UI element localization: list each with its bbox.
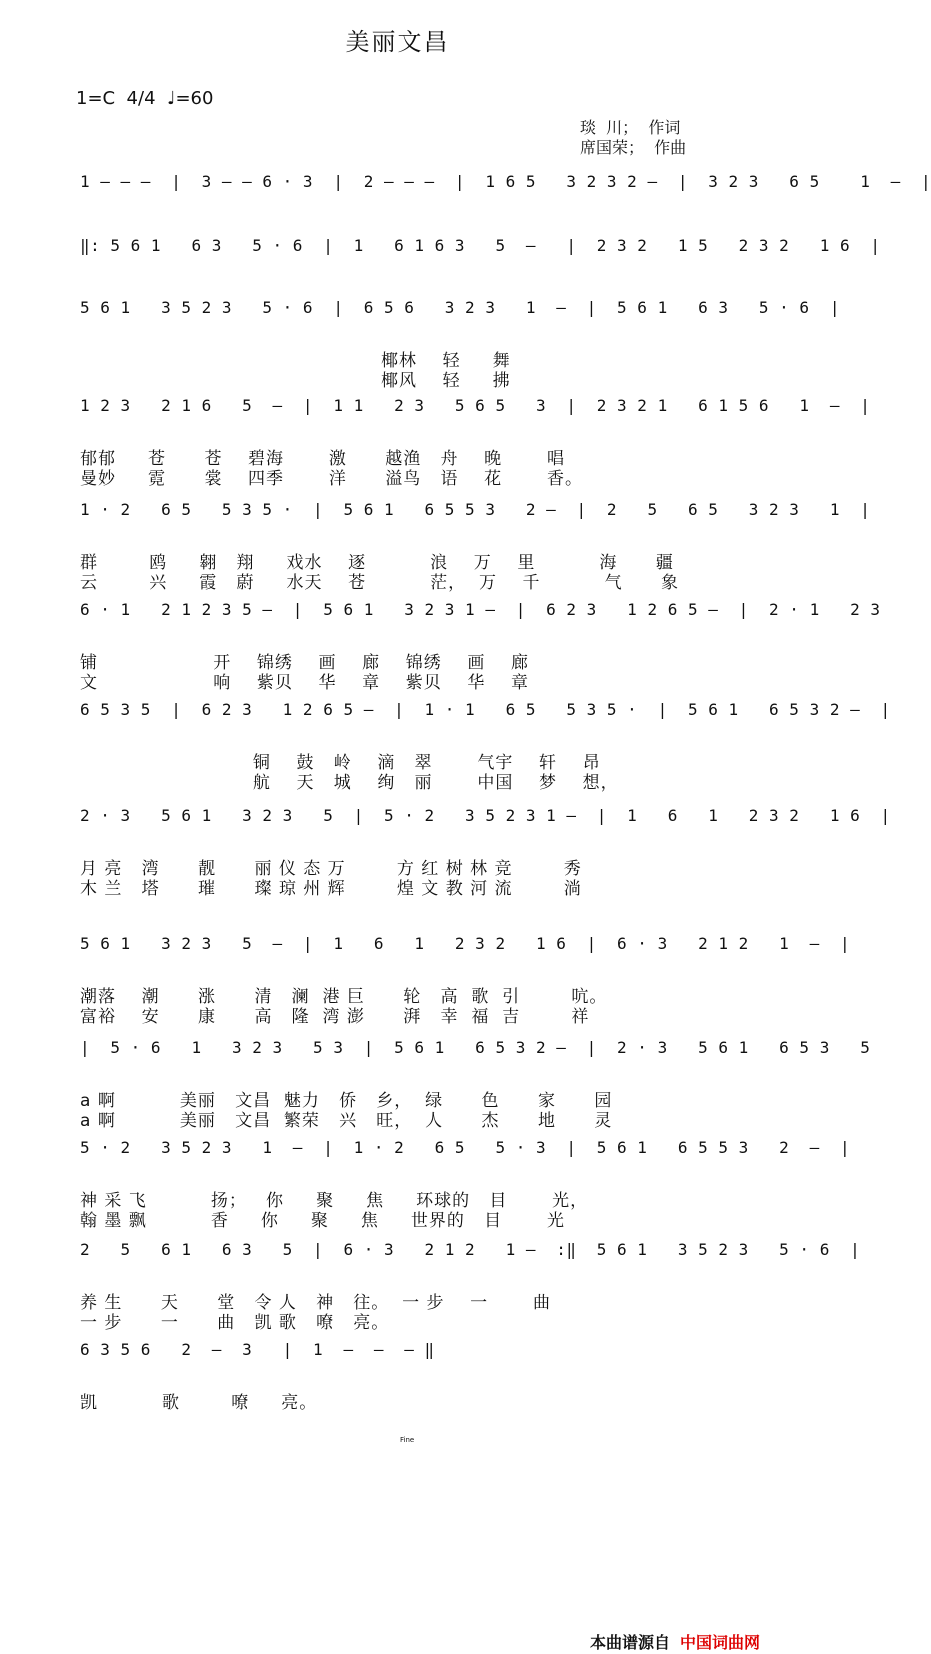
score-row (80, 700, 891, 793)
lyric-line: a 啊 美丽 文昌 繁荣 兴 旺， 人 杰 地 灵 (80, 1111, 613, 1131)
lyric-line: 一 步 一 曲 凯 歌 嘹 亮。 (80, 1313, 390, 1333)
notation-line: | 5 · 6 1 3 2 3 5 3 | 5 6 1 6 5 3 2 — | 2 · 3 5 6 1 6 5 3 5 (80, 1038, 871, 1057)
notation-line: 1 — — — | 3 — — 6 · 3 | 2 — — — | 1 6 5 3 2 3 2 — | 3 2 3 6 5 1 — | (80, 172, 931, 191)
lyric-line: 养 生 天 堂 令 人 神 往。 一 步 一 曲 (80, 1293, 551, 1313)
notation-line: 6 5 3 5 | 6 2 3 1 2 6 5 — | 1 · 1 6 5 5 3 5 · | 5 6 1 6 5 3 2 — | (80, 700, 891, 719)
lyric-line: 富裕 安 康 高 隆 湾 澎 湃 幸 福 吉 祥 (80, 1007, 590, 1027)
lyric-line: 椰风 轻 拂 (80, 371, 511, 391)
notation-line: 2 · 3 5 6 1 3 2 3 5 | 5 · 2 3 5 2 3 1 — | 1 6 1 2 3 2 1 6 | (80, 806, 891, 825)
site-name: 中国词曲网 (680, 1633, 761, 1652)
lyric-line: 凯 歌 嘹 亮。 (80, 1393, 318, 1413)
lyric-line: 云 兴 霞 蔚 水天 苍 茫， 万 千 气 象 (80, 573, 680, 593)
notation-line: 1 2 3 2 1 6 5 — | 1 1 2 3 5 6 5 3 | 2 3 2 1 6 1 5 6 1 — | (80, 396, 871, 415)
lyric-line: 椰林 轻 舞 (80, 351, 511, 371)
lyric-line: 月 亮 湾 靓 丽 仪 态 万 方 红 树 林 竞 秀 (80, 859, 582, 879)
lyric-line: 航 天 城 绚 丽 中国 梦 想， (80, 773, 619, 793)
score-row (80, 1240, 861, 1333)
page-title: 美丽文昌 (345, 28, 450, 56)
notation-line: 6 · 1 2 1 2 3 5 — | 5 6 1 3 2 3 1 — | 6 2 3 1 2 6 5 — | 2 · 1 2 3 (80, 600, 881, 619)
lyric-line: 翰 墨 飘 香 你 聚 焦 世界的 目 光 (80, 1211, 565, 1231)
score-row (80, 600, 881, 693)
notation-line: 5 · 2 3 5 2 3 1 — | 1 · 2 6 5 5 · 3 | 5 6 1 6 5 5 3 2 — | (80, 1138, 851, 1157)
notation-line: 5 6 1 3 5 2 3 5 · 6 | 6 5 6 3 2 3 1 — | 5 6 1 6 3 5 · 6 | (80, 298, 840, 317)
lyric-line: 神 采 飞 扬； 你 聚 焦 环球的 目 光， (80, 1191, 589, 1211)
notation-line: 5 6 1 3 2 3 5 — | 1 6 1 2 3 2 1 6 | 6 · 3 2 1 2 1 — | (80, 934, 851, 953)
source-label: 本曲谱源自 (590, 1633, 671, 1652)
lyric-line: 铺 开 锦绣 画 廊 锦绣 画 廊 (80, 653, 529, 673)
key-signature: 1=C 4/4 ♩=60 (76, 88, 214, 109)
lyric-line: 木 兰 塔 璀 璨 琼 州 辉 煌 文 教 河 流 淌 (80, 879, 582, 899)
score-row (80, 1038, 871, 1131)
score-row (80, 934, 851, 1027)
lyric-line: 群 鸥 翱 翔 戏水 逐 浪 万 里 海 疆 (80, 553, 674, 573)
score-row (80, 236, 881, 282)
lyric-line: 潮落 潮 涨 清 澜 港 巨 轮 高 歌 引 吭。 (80, 987, 608, 1007)
score-row (80, 500, 871, 593)
lyric-line: 曼妙 霓 裳 四季 洋 溢鸟 语 花 香。 (80, 469, 583, 489)
lyric-line: 郁郁 苍 苍 碧海 激 越渔 舟 晚 唱 (80, 449, 565, 469)
score-row (80, 1138, 851, 1231)
notation-line: 1 · 2 6 5 5 3 5 · | 5 6 1 6 5 5 3 2 — | 2 5 6 5 3 2 3 1 | (80, 500, 871, 519)
score-row (80, 806, 891, 899)
fine-mark: Fine (400, 1436, 415, 1444)
lyric-line: 铜 鼓 岭 滴 翠 气宇 轩 昂 (80, 753, 601, 773)
notation-line: 6 3 5 6 2 — 3 | 1 — — — ‖ (80, 1340, 435, 1359)
score-row (80, 172, 931, 218)
lyric-line: 文 响 紫贝 华 章 紫贝 华 章 (80, 673, 529, 693)
lyricist-credit: 琰 川； 作词 (580, 118, 681, 137)
notation-line: 2 5 6 1 6 3 5 | 6 · 3 2 1 2 1 — :‖ 5 6 1 3 5 2 3 5 · 6 | (80, 1240, 861, 1259)
lyric-line: a 啊 美丽 文昌 魅力 侨 乡， 绿 色 家 园 (80, 1091, 613, 1111)
score-row (80, 298, 840, 391)
notation-line: ‖: 5 6 1 6 3 5 · 6 | 1 6 1 6 3 5 — | 2 3 2 1 5 2 3 2 1 6 | (80, 236, 881, 255)
score-row (80, 396, 871, 489)
score-row (80, 1340, 720, 1413)
composer-credit: 席国荣； 作曲 (580, 138, 687, 157)
